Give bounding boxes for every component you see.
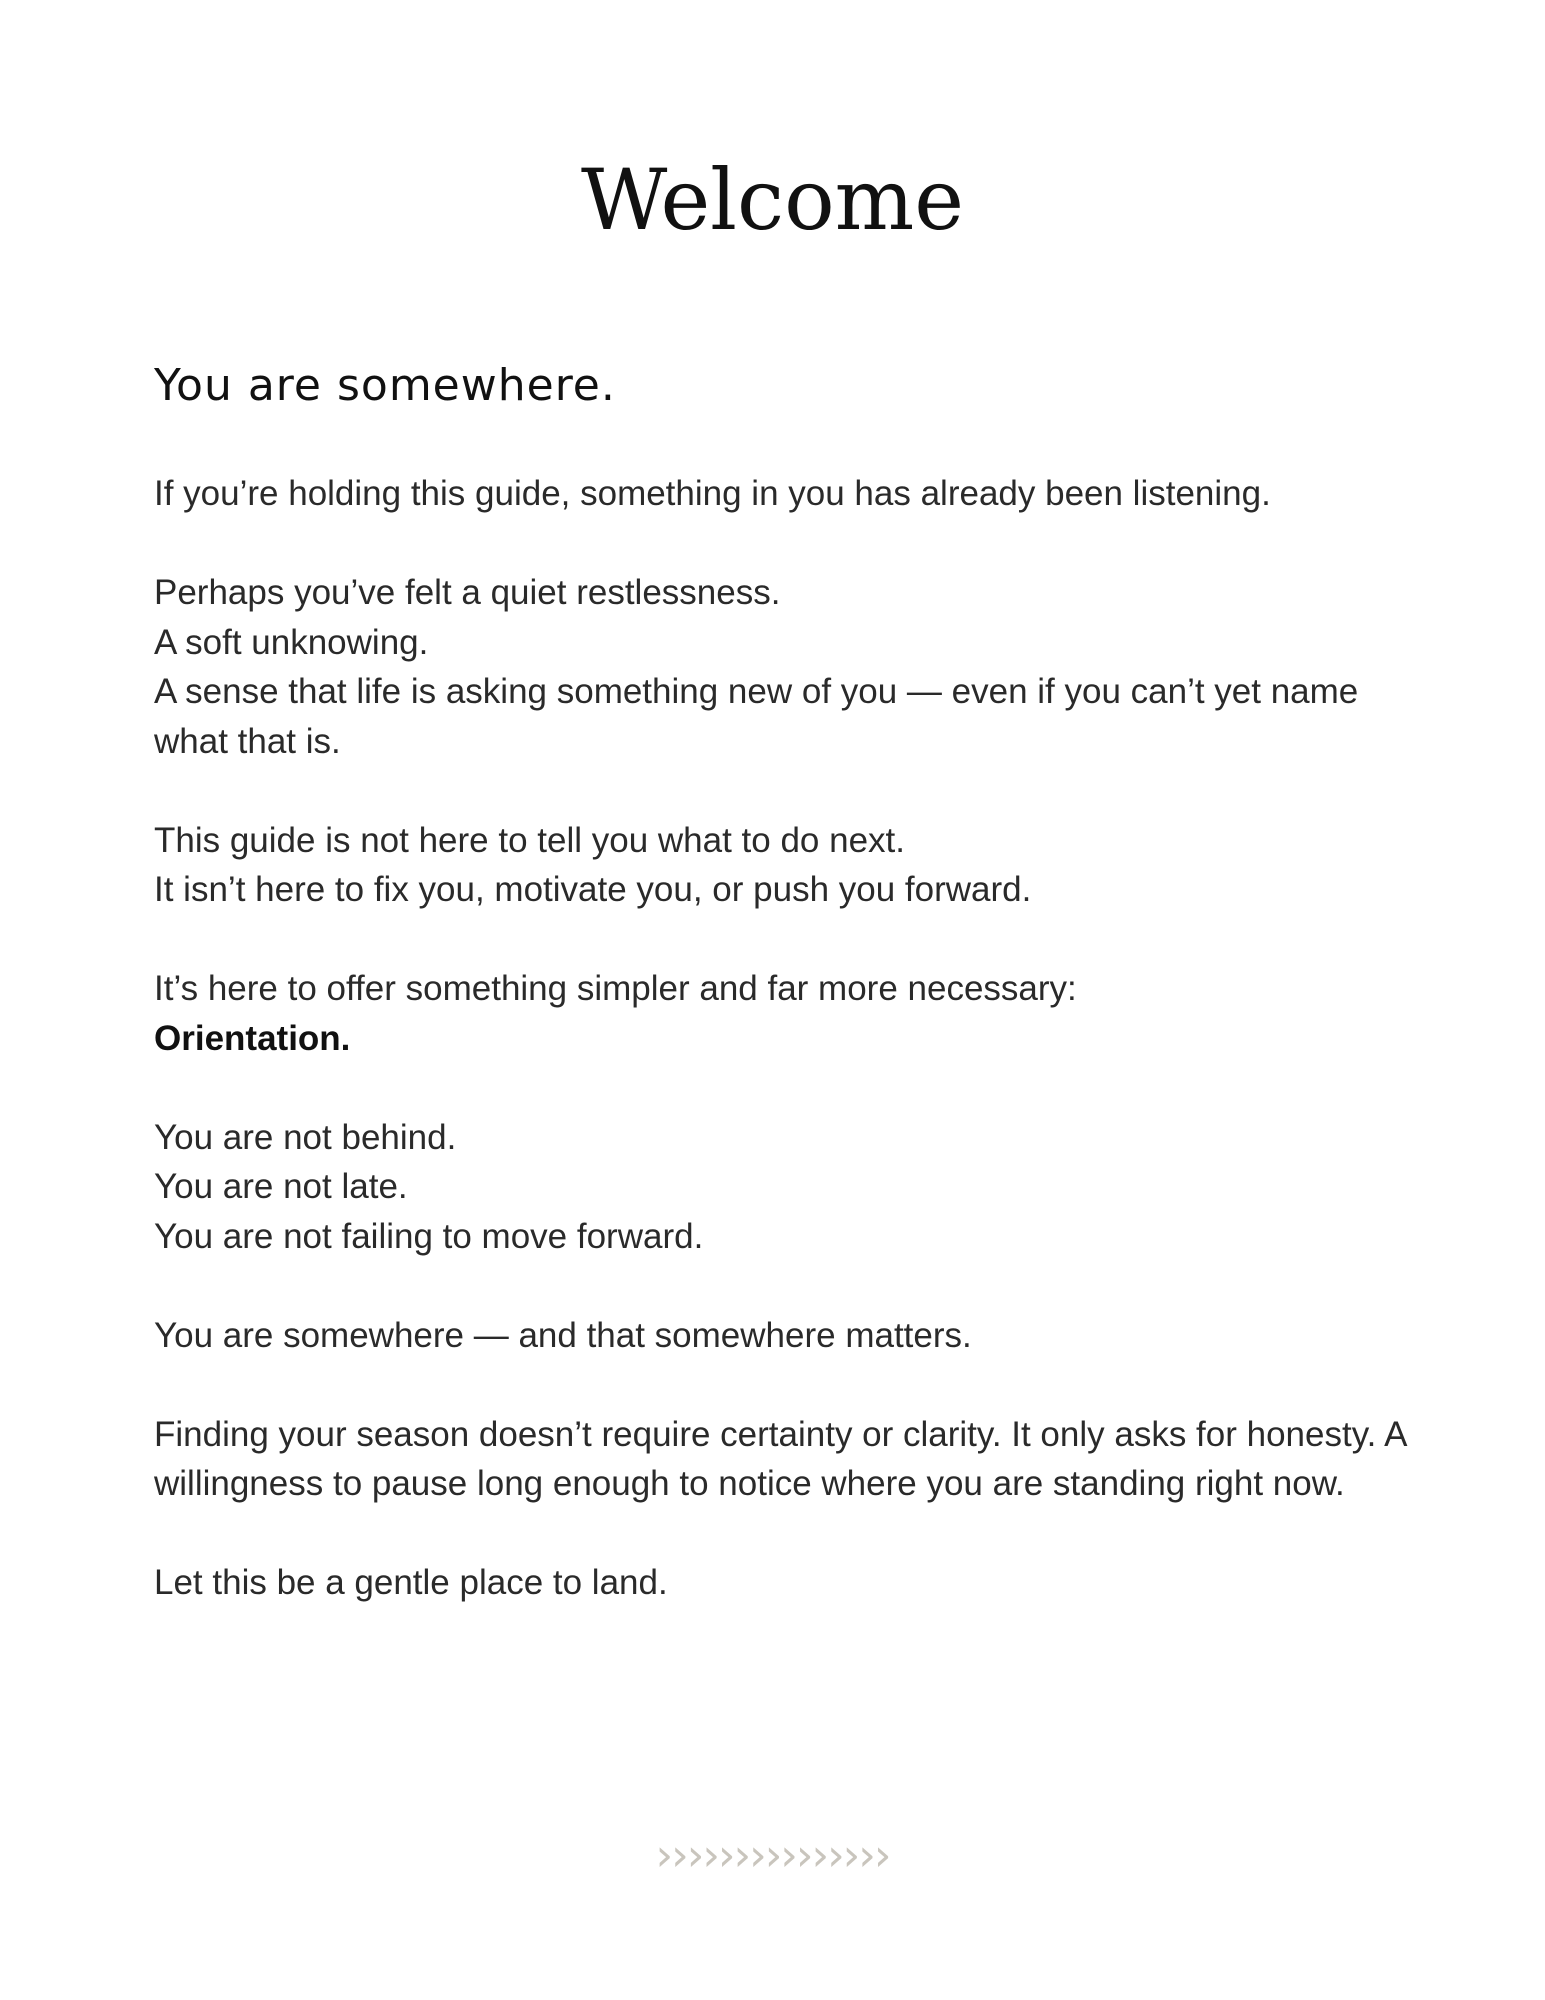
paragraph-2 <box>154 568 1414 766</box>
text-line: This guide is not here to tell you what to do next. <box>154 820 905 860</box>
text-line: You are not behind. <box>154 1117 457 1157</box>
text-line: You are not late. <box>154 1167 408 1206</box>
paragraph-5 <box>154 1113 1414 1262</box>
paragraph-6 <box>154 1311 1414 1361</box>
paragraph-3 <box>154 816 1414 915</box>
orientation-emphasis: Orientation. <box>154 1018 351 1058</box>
text-line: It’s here to offer something simpler and far more necessary: <box>154 969 1077 1008</box>
page-title: Welcome <box>580 151 965 249</box>
text-line: A sense that life is asking something new of you — even if you can’t yet name what that is. <box>154 672 1359 761</box>
text-line: Perhaps you’ve felt a quiet restlessness. <box>154 573 781 612</box>
text-line: Let this be a gentle place to land. <box>154 1563 668 1602</box>
footer-arrows-decoration: ››››››››››››››› <box>655 1830 890 1881</box>
paragraph-7 <box>154 1410 1414 1509</box>
subtitle: You are somewhere. <box>154 360 616 411</box>
paragraph-1 <box>154 469 1414 519</box>
body-text <box>154 469 1414 1657</box>
text-line: Finding your season doesn’t require certainty or clarity. It only asks for honesty. A willingness to pause long enough to notice where you are standing right now. <box>154 1414 1406 1503</box>
paragraph-4 <box>154 964 1414 1063</box>
text-line: A soft unknowing. <box>154 622 429 662</box>
text-line: You are not failing to move forward. <box>154 1216 704 1256</box>
text-line: If you’re holding this guide, something in you has already been listening. <box>154 474 1271 513</box>
text-line: You are somewhere — and that somewhere matters. <box>154 1315 972 1355</box>
paragraph-8 <box>154 1558 1414 1608</box>
text-line: It isn’t here to fix you, motivate you, or push you forward. <box>154 870 1032 909</box>
